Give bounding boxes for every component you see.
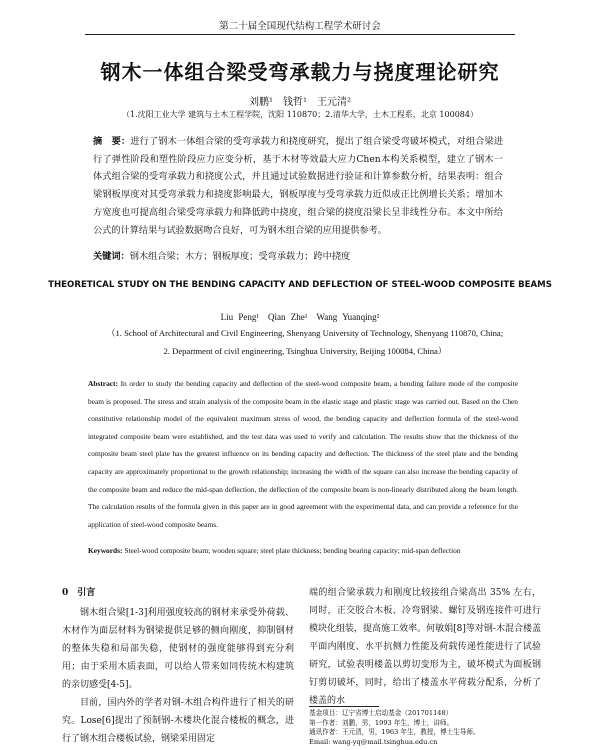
title-english: THEORETICAL STUDY ON THE BENDING CAPACITY AND DEFLECTION OF STEEL-WOOD COMPOSITE BEAMS [48,280,552,290]
keywords-chinese [93,248,503,265]
intro-paragraph-1: 钢木组合梁[1-3]利用强度较高的钢材来承受外荷载、木材作为面层材料为钢梁提供足够的侧向刚度，抑制钢材的整体失稳和局部失稳，使钢材的强度能够得到充分利用；由于采用木质表面，可以给人带来如同传统木构建筑的亲切感受[4-5]。 [62,608,294,690]
right-column-paragraph: 端的组合梁承载力和刚度比较接组合梁高出 35% 左右，同时，正交胶合木板、冷弯钢梁、螺钉及钢连接件可进行模块化组装，提高施工效率。何敏娟[8]等对钢-木混合楼盖平面内刚度、水平抗侧力性能及荷载传递性能进行了试验研究，试验表明楼盖以剪切变形为主，破坏模式为面板钢钉剪切破坏，同时，给出了楼盖水平荷载分配系，分析了楼盖的水 [309,588,541,706]
abstract-english [88,375,518,533]
footnote-fund: 基金项目：辽宁省博士启动基金（201701148） [309,709,453,717]
keywords-english-label: Keywords: [88,546,123,555]
affiliation-english [70,325,540,360]
header-rule [85,34,515,35]
abstract-english-text: In order to study the bending capacity and deflection of the steel-wood composite beam, a bending failure mode of the composite beam is proposed. The stress and strain analysis of the composite beam in the elastic stage and plastic stage was carried out. Based on the Chen constitutive relationship model of the equivalent maximum stress of wood, the bending capacity and deflection formula of the steel-wood integrated composite beam were established, and the test data was used to verify and calculation. The results show that the thickness of the composite beam steel plate has the greatest influence on its bending capacity and deflection. The thickness of the steel plate and the bending capacity are approximately proportional to the growth relationship; increasing the width of the square can also increase the bending capacity of the composite beam and reduce the mid-span deflection, the deflection of the composite beam is non-linearly distributed along the beam length. The calculation results of the formula given in this paper are in good agreement with the experimental data, and can provide a reference for the application of steel-wood composite beams. [88,379,518,529]
intro-paragraph-2: 目前，国内外的学者对钢-木组合构件进行了相关的研究。Lose[6]提出了预制钢-木楼块化混合楼板的概念，进行了钢木组合楼板试验，钢梁采用固定 [62,698,294,744]
affiliation-chinese: （1.沈阳工业大学 建筑与土木工程学院，沈阳 110870；2.清华大学，土木工程系，北京 100084） [122,110,478,119]
footnote-first-author: 第一作者：刘鹏，男，1993 年生，博士，讲师。 [309,718,454,727]
affiliation-english-line1: （1. School of Architectural and Civil Engineering, Shenyang University of Technology, Shenyang 110870, China; [106,328,504,338]
abstract-chinese [93,133,503,239]
section-heading-intro: 0 引言 [62,588,96,598]
abstract-english-label: Abstract: [88,379,118,388]
title-chinese: 钢木一体组合梁受弯承载力与挠度理论研究 [100,60,500,84]
abstract-chinese-label: 摘 要： [93,136,131,147]
authors-chinese: 刘鹏¹ 钱哲¹ 王元清² [248,97,352,108]
footnote-corresponding-author: 通讯作者：王元清，男，1963 年生，教授，博士生导师。 [309,728,480,736]
body-left-column [62,584,294,748]
keywords-english [88,542,518,559]
footnote-email: Email: wang-yq@mail.tsinghua.edu.cn [309,737,438,746]
running-header: 第二十届全国现代结构工程学术研讨会 [219,21,381,32]
authors-english: Liu Peng¹ Qian Zhe¹ Wang Yuanqing² [220,312,380,322]
abstract-chinese-text: 进行了钢木一体组合梁的受弯承载力和挠度研究，提出了组合梁受弯破坏模式，对组合梁进行了弹性阶段和塑性阶段应力应变分析，基于木材等效最大应力Chen本构关系模型，建立了钢木一体式组合梁的受弯承载力和挠度公式，并且通过试验数据进行验证和计算参数分析，结果表明：组合梁钢板厚度对其受弯承载力和挠度影响最大，钢板厚度与受弯承载力近似成正比例增长关系；增加木方宽度也可提高组合梁受弯承载力和降低跨中挠度，组合梁的挠度沿梁长呈非线性分布。本文中所给公式的计算结果与试验数据吻合良好，可为钢木组合梁的应用提供参考。 [93,136,504,236]
keywords-chinese-text: 钢木组合梁；木方；钢板厚度；受弯承载力；跨中挠度 [129,251,351,262]
keywords-chinese-label: 关键词： [93,251,130,262]
affiliation-english-line2: 2. Department of civil engineering, Tsinghua University, Beijing 100084, China） [163,345,447,356]
footnote-rule [309,706,379,707]
footnotes [309,709,541,747]
keywords-english-text: Steel-wood composite beam; wooden square; steel plate thickness; bending bearing capacity; mid-span deflection [122,546,461,555]
body-right-column [309,584,541,710]
